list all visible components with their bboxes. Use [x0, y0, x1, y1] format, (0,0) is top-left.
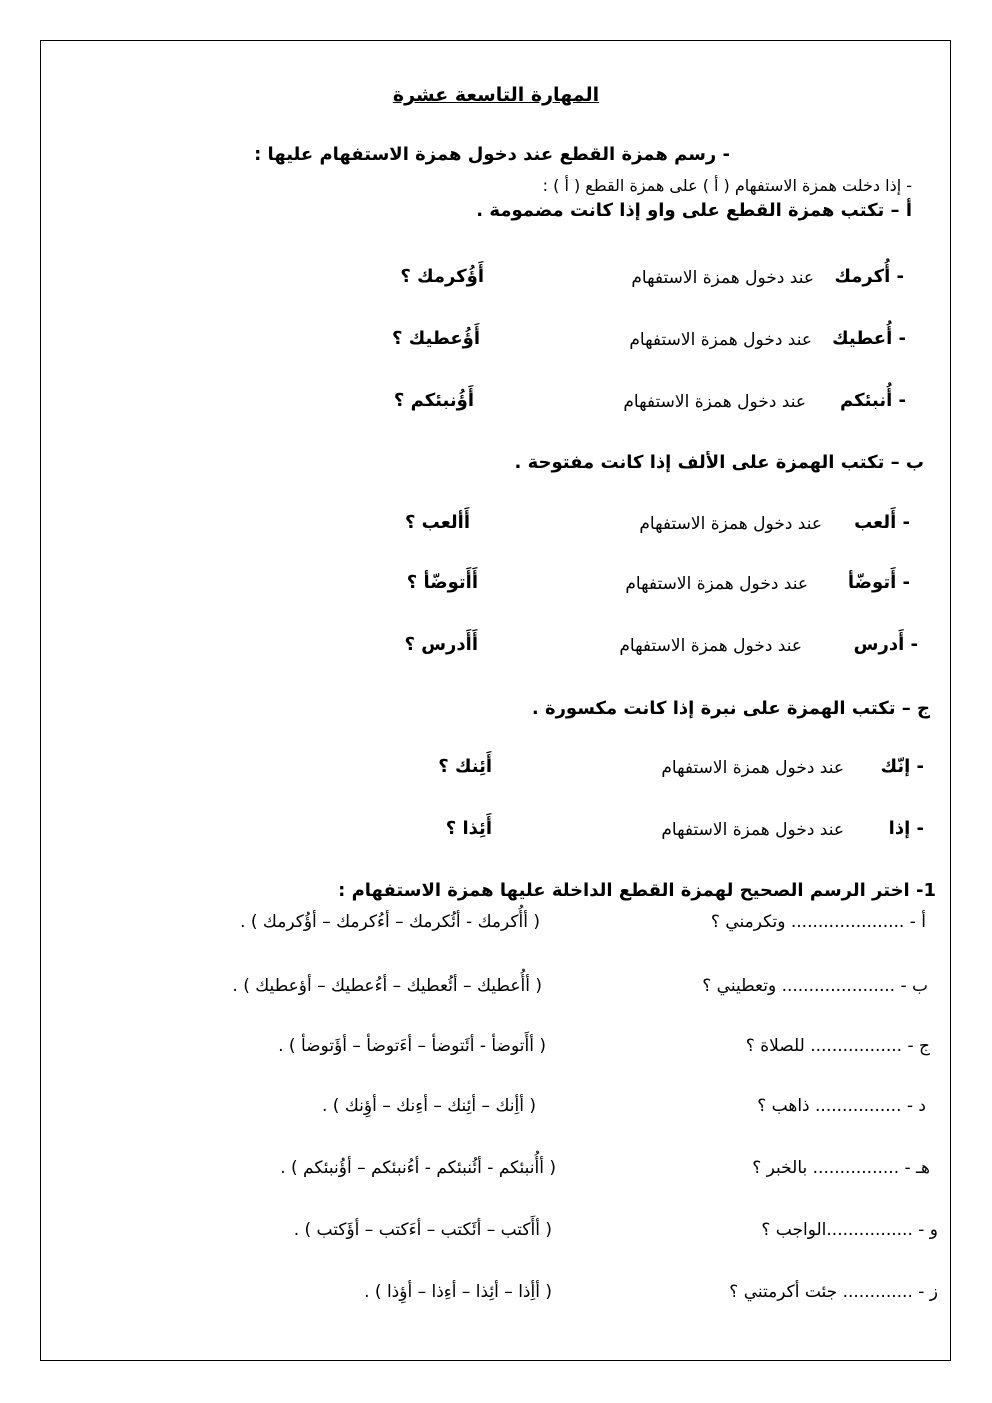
exercise-question: ج - ................. للصلاة ؟: [745, 1036, 930, 1056]
example-word: - أُنبئكم: [840, 390, 906, 411]
section-c-label: ج – تكتب الهمزة على نبرة إذا كانت مكسورة .: [531, 698, 930, 719]
exercise-options: ( أأِنك – أئِنك – أءِنك – أؤِنك ) .: [322, 1096, 536, 1116]
section-b-label: ب – تكتب الهمزة على الألف إذا كانت مفتوحة .: [514, 452, 924, 473]
main-heading: - رسم همزة القطع عند دخول همزة الاستفهام عليها :: [254, 144, 730, 165]
example-middle: عند دخول همزة الاستفهام: [629, 330, 812, 350]
example-word: - إذا: [888, 818, 924, 839]
example-middle: عند دخول همزة الاستفهام: [661, 758, 844, 778]
example-middle: عند دخول همزة الاستفهام: [661, 820, 844, 840]
example-answer: أَؤُعطيك ؟: [391, 328, 480, 349]
example-answer: أَأَدرس ؟: [404, 634, 478, 655]
page-title: المهارة التاسعة عشرة: [392, 84, 600, 106]
example-answer: أَئِذا ؟: [445, 818, 492, 839]
example-answer: أَؤُنبئكم ؟: [393, 390, 474, 411]
exercise-question: ز - ............. جئت أكرمتني ؟: [729, 1282, 938, 1302]
example-middle: عند دخول همزة الاستفهام: [631, 268, 814, 288]
example-word: - أَلعب: [854, 512, 910, 533]
exercise-options: ( أأَتوضأ - أئَتوضأ – أءَتوضأ – أؤَتوضأ ) .: [278, 1036, 546, 1056]
example-word: - إنّك: [880, 756, 924, 777]
section-a-label: أ – تكتب همزة القطع على واو إذا كانت مضمومة .: [476, 200, 912, 221]
exercise-options: ( أأُنبئكم - أئُنبئكم - أءُنبئكم – أؤُنبئكم ) .: [280, 1158, 556, 1178]
exercise-question: د - ................ ذاهب ؟: [757, 1096, 926, 1116]
example-middle: عند دخول همزة الاستفهام: [625, 574, 808, 594]
example-answer: أَألعب ؟: [404, 512, 470, 533]
example-word: - أَدرس: [853, 634, 918, 655]
example-answer: أَأَتوضّأ ؟: [406, 572, 478, 593]
exercise-question: و - ................الواجب ؟: [761, 1220, 938, 1240]
example-middle: عند دخول همزة الاستفهام: [639, 514, 822, 534]
exercise-question: ب - ..................... وتعطيني ؟: [702, 976, 928, 996]
exercise-options: ( أأَكتب – أئَكتب – أءَكتب – أؤَكتب ) .: [293, 1220, 552, 1240]
example-answer: أَئِنك ؟: [438, 756, 492, 777]
exercise-heading: 1- اختر الرسم الصحيح لهمزة القطع الداخلة عليها همزة الاستفهام :: [338, 880, 936, 901]
example-middle: عند دخول همزة الاستفهام: [619, 636, 802, 656]
example-answer: أَؤُكرمك ؟: [400, 266, 484, 287]
example-word: - أُكرمك: [834, 266, 904, 287]
exercise-options: ( أأِذا – أئِذا – أءِذا – أؤِذا ) .: [364, 1282, 552, 1302]
intro-text: - إذا دخلت همزة الاستفهام ( أ ) على همزة القطع ( أ ) :: [542, 176, 912, 195]
example-middle: عند دخول همزة الاستفهام: [623, 392, 806, 412]
exercise-options: ( أأُعطيك – أئُعطيك – أءُعطيك – أؤعطيك ) .: [232, 976, 542, 996]
exercise-question: أ - ..................... وتكرمني ؟: [710, 912, 926, 932]
example-word: - أُعطيك: [832, 328, 906, 349]
exercise-question: هـ - ................ بالخبر ؟: [752, 1158, 930, 1178]
example-word: - أَتوضّأ: [847, 572, 910, 593]
exercise-options: ( أأُكرمك - أئُكرمك – أءُكرمك – أؤُكرمك ) .: [240, 912, 540, 932]
